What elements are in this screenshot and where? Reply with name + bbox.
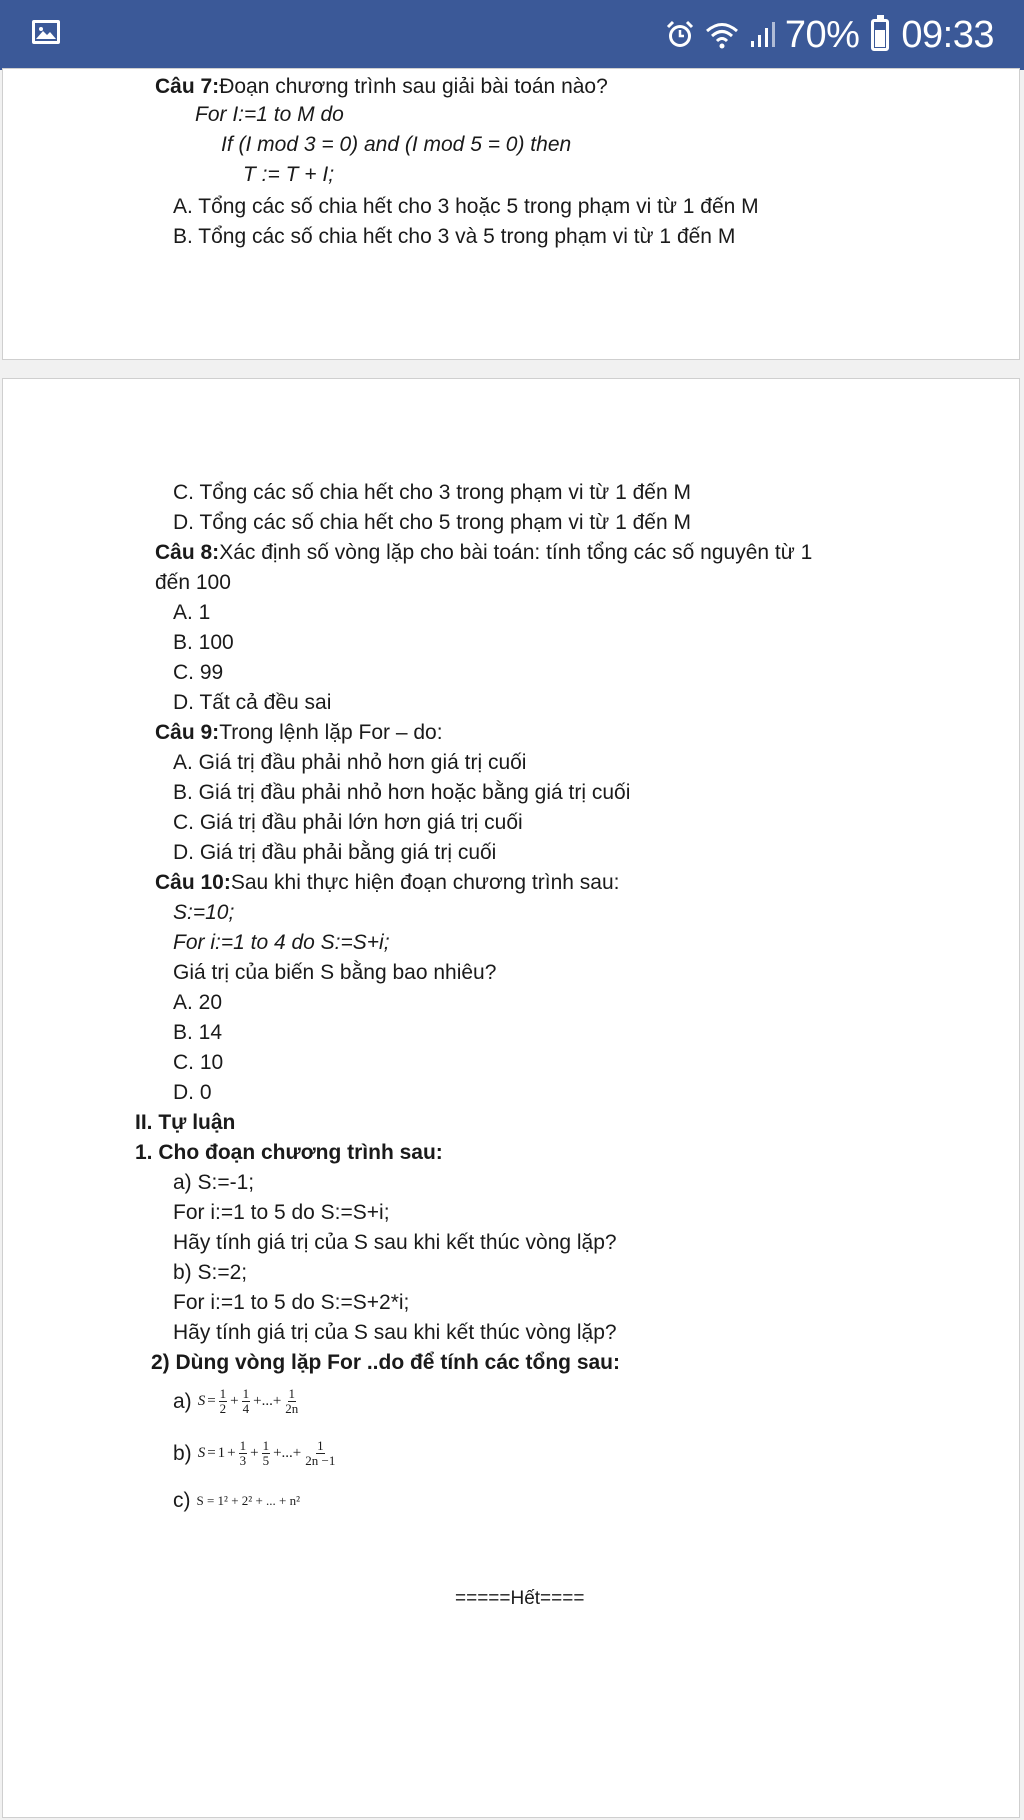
q10-option-b: B. 14 bbox=[173, 1021, 223, 1044]
battery-percent: 70% bbox=[784, 13, 860, 56]
q7-option-b: B. Tổng các số chia hết cho 3 và 5 trong phạm vi từ 1 đến M bbox=[173, 225, 736, 248]
q7-option-d: D. Tổng các số chia hết cho 5 trong phạm vi từ 1 đến M bbox=[173, 511, 691, 534]
q10-option-a: A. 20 bbox=[173, 991, 223, 1014]
problem-1-title: 1. Cho đoạn chương trình sau: bbox=[135, 1141, 443, 1164]
end-marker: =====Hết==== bbox=[455, 1588, 585, 1609]
wifi-icon bbox=[705, 21, 739, 49]
q9-option-a: A. Giá trị đầu phải nhỏ hơn giá trị cuối bbox=[173, 751, 527, 774]
question-8-cont: đến 100 bbox=[155, 571, 231, 594]
problem-2-title: 2) Dùng vòng lặp For ..do để tính các tổng sau: bbox=[151, 1351, 621, 1374]
q9-option-d: D. Giá trị đầu phải bằng giá trị cuối bbox=[173, 841, 497, 864]
alarm-icon bbox=[665, 20, 695, 50]
formula-c: c) S = 1² + 2² + ... + n² bbox=[173, 1489, 300, 1512]
q10-code-line-2: For i:=1 to 4 do S:=S+i; bbox=[173, 931, 390, 954]
p1-a-line-2: For i:=1 to 5 do S:=S+i; bbox=[173, 1201, 390, 1224]
gallery-icon[interactable] bbox=[32, 20, 60, 44]
question-8: Câu 8:Xác định số vòng lặp cho bài toán: tính tổng các số nguyên từ 1 bbox=[155, 541, 813, 564]
formula-b: b) S = 1 + $\frac{1}{3}$ + $\frac{1}{5}$ +...+ $\frac{1}{2n -1}$ bbox=[173, 1438, 336, 1468]
q8-option-b: B. 100 bbox=[173, 631, 234, 654]
q7-code-line-1: For I:=1 to M do bbox=[195, 103, 344, 126]
p1-b-line-3: Hãy tính giá trị của S sau khi kết thúc vòng lặp? bbox=[173, 1321, 617, 1344]
formula-a: a) S = $\frac{1}{2}$ + $\frac{1}{4}$ +...+ $\frac{1}{2n}$ bbox=[173, 1386, 299, 1416]
question-7: Câu 7:Đoạn chương trình sau giải bài toán nào? bbox=[155, 75, 608, 98]
q8-option-a: A. 1 bbox=[173, 601, 211, 624]
q8-option-d: D. Tất cả đều sai bbox=[173, 691, 332, 714]
clock: 09:33 bbox=[901, 13, 994, 56]
q7-option-a: A. Tổng các số chia hết cho 3 hoặc 5 trong phạm vi từ 1 đến M bbox=[173, 195, 759, 218]
q8-option-c: C. 99 bbox=[173, 661, 224, 684]
p1-b-line-1: b) S:=2; bbox=[173, 1261, 248, 1284]
status-bar bbox=[0, 0, 1024, 70]
q9-option-b: B. Giá trị đầu phải nhỏ hơn hoặc bằng giá trị cuối bbox=[173, 781, 631, 804]
q10-code-line-1: S:=10; bbox=[173, 901, 235, 924]
p1-b-line-2: For i:=1 to 5 do S:=S+2*i; bbox=[173, 1291, 410, 1314]
signal-icon bbox=[749, 21, 775, 49]
document-page-1 bbox=[2, 68, 1020, 360]
p1-a-line-1: a) S:=-1; bbox=[173, 1171, 255, 1194]
q10-option-d: D. 0 bbox=[173, 1081, 212, 1104]
question-9: Câu 9:Trong lệnh lặp For – do: bbox=[155, 721, 443, 744]
section-essay-heading: II. Tự luận bbox=[135, 1111, 236, 1134]
question-10: Câu 10:Sau khi thực hiện đoạn chương trình sau: bbox=[155, 871, 620, 894]
document-page-2 bbox=[2, 378, 1020, 1818]
q9-option-c: C. Giá trị đầu phải lớn hơn giá trị cuối bbox=[173, 811, 523, 834]
battery-icon bbox=[871, 19, 889, 51]
q7-option-c: C. Tổng các số chia hết cho 3 trong phạm vi từ 1 đến M bbox=[173, 481, 691, 504]
q7-code-line-2: If (I mod 3 = 0) and (I mod 5 = 0) then bbox=[221, 133, 572, 156]
q10-option-c: C. 10 bbox=[173, 1051, 224, 1074]
q10-question: Giá trị của biến S bằng bao nhiêu? bbox=[173, 961, 497, 984]
q7-code-line-3: T := T + I; bbox=[243, 163, 335, 186]
p1-a-line-3: Hãy tính giá trị của S sau khi kết thúc vòng lặp? bbox=[173, 1231, 617, 1254]
